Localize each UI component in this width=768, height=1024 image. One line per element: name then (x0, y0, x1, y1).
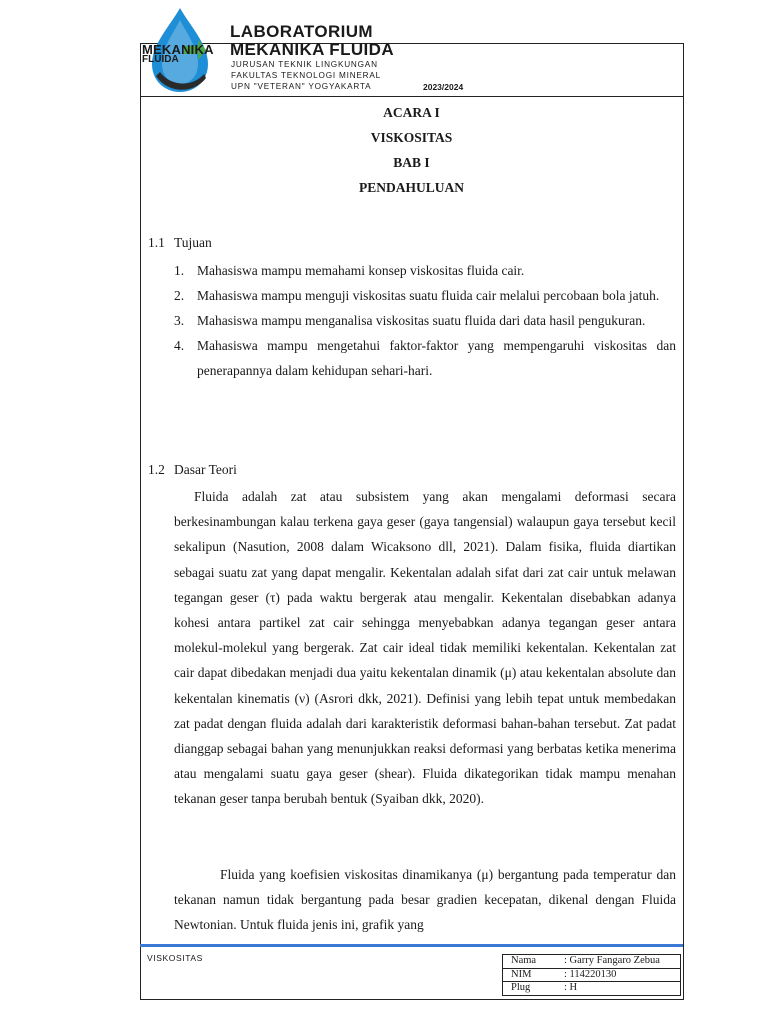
list-item-text: Mahasiswa mampu memahami konsep viskositas fluida cair. (197, 263, 525, 278)
info-key: NIM (503, 968, 557, 982)
list-marker: 2. (174, 288, 185, 303)
table-row (503, 955, 681, 969)
header-divider (140, 96, 683, 97)
section-number: 1.2 (148, 462, 165, 477)
list-item (174, 333, 676, 383)
lab-year: 2023/2024 (423, 82, 464, 92)
goals-list (174, 258, 676, 383)
topic-title: VISKOSITAS (370, 130, 453, 145)
lab-university: UPN "VETERAN" YOGYAKARTA (231, 82, 372, 91)
footer-divider (140, 944, 683, 947)
list-marker: 1. (174, 263, 185, 278)
section-heading-tujuan (148, 235, 212, 251)
info-value: : H (556, 982, 681, 996)
lab-subtitle: MEKANIKA FLUIDA (230, 40, 395, 59)
section-heading-dasar-teori (148, 462, 237, 478)
list-item (174, 283, 676, 308)
list-item (174, 258, 676, 283)
section-title: Tujuan (174, 235, 212, 250)
info-key: Plug (503, 982, 557, 996)
list-item (174, 308, 676, 333)
footer-label: VISKOSITAS (147, 953, 203, 963)
acara-title: ACARA I (383, 105, 440, 120)
logo-word-fluida: FLUIDA (142, 54, 179, 65)
theory-paragraph-2: Fluida yang koefisien viskositas dinamikanya (μ) bergantung pada temperatur dan tekanan namun tidak bergantung pada besar gradien kecepatan, dikenal dengan Fluida Newtonian. Untuk fluida jenis ini, grafik yang (174, 867, 676, 933)
list-item-text: Mahasiswa mampu menguji viskositas suatu fluida cair melalui percobaan bola jatuh. (197, 288, 660, 303)
section-number: 1.1 (148, 235, 165, 250)
list-marker: 4. (174, 338, 185, 353)
lab-department: JURUSAN TEKNIK LINGKUNGAN (231, 60, 378, 69)
info-value: : Garry Fangaro Zebua (556, 955, 681, 969)
lab-faculty: FAKULTAS TEKNOLOGI MINERAL (231, 71, 382, 80)
info-key: Nama (503, 955, 557, 969)
logo-word-mekanika: MEKANIKA (142, 42, 214, 57)
theory-paragraph-1: Fluida adalah zat atau subsistem yang akan mengalami deformasi secara berkesinambungan kalau terkena gaya geser (gaya tangensial) walaupun gaya tersebut kecil sekalipun (Nasution, 2008 dalam Wicaksono dll, 2021). Dalam fisika, fluida diartikan sebagai suatu zat yang dapat mengalir. Kekentalan adalah sifat dari zat cair untuk melawan tegangan geser (τ) pada waktu bergerak atau mengalir. Kekentalan disebabkan adanya kohesi antara partikel zat cair sehingga menyebabkan adanya tegangan geser antara molekul-molekul yang bergerak. Zat cair ideal tidak memiliki kekentalan. Kekentalan zat cair dapat dibedakan menjadi dua yaitu kekentalan dinamik (μ) atau kekentalan absolute dan kekentalan kinematis (ν) (Asrori dkk, 2021). Definisi yang lebih tepat untuk membedakan zat padat dengan fluida adalah dari karakteristik deformasi bahan-bahan tersebut. Zat padat dianggap sebagai bahan yang menunjukkan reaksi deformasi yang berbatas ketika menerima atau mengalami suatu gaya geser (shear). Fluida dikategorikan tidak mampu menahan tekanan geser tanpa berubah bentuk (Syaiban dkk, 2020). (174, 489, 676, 807)
table-row (503, 968, 681, 982)
chapter-title: PENDAHULUAN (358, 180, 464, 195)
student-info-table (502, 954, 681, 996)
list-item-text: Mahasiswa mampu menganalisa viskositas suatu fluida dari data hasil pengukuran. (197, 313, 646, 328)
list-marker: 3. (174, 313, 185, 328)
info-value: : 114220130 (556, 968, 681, 982)
list-item-text: Mahasiswa mampu mengetahui faktor-faktor yang mempengaruhi viskositas dan penerapannya dalam kehidupan sehari-hari. (197, 338, 676, 378)
section-title: Dasar Teori (174, 462, 237, 477)
lab-title: LABORATORIUM (230, 22, 373, 41)
table-row (503, 982, 681, 996)
bab-title: BAB I (393, 155, 430, 170)
